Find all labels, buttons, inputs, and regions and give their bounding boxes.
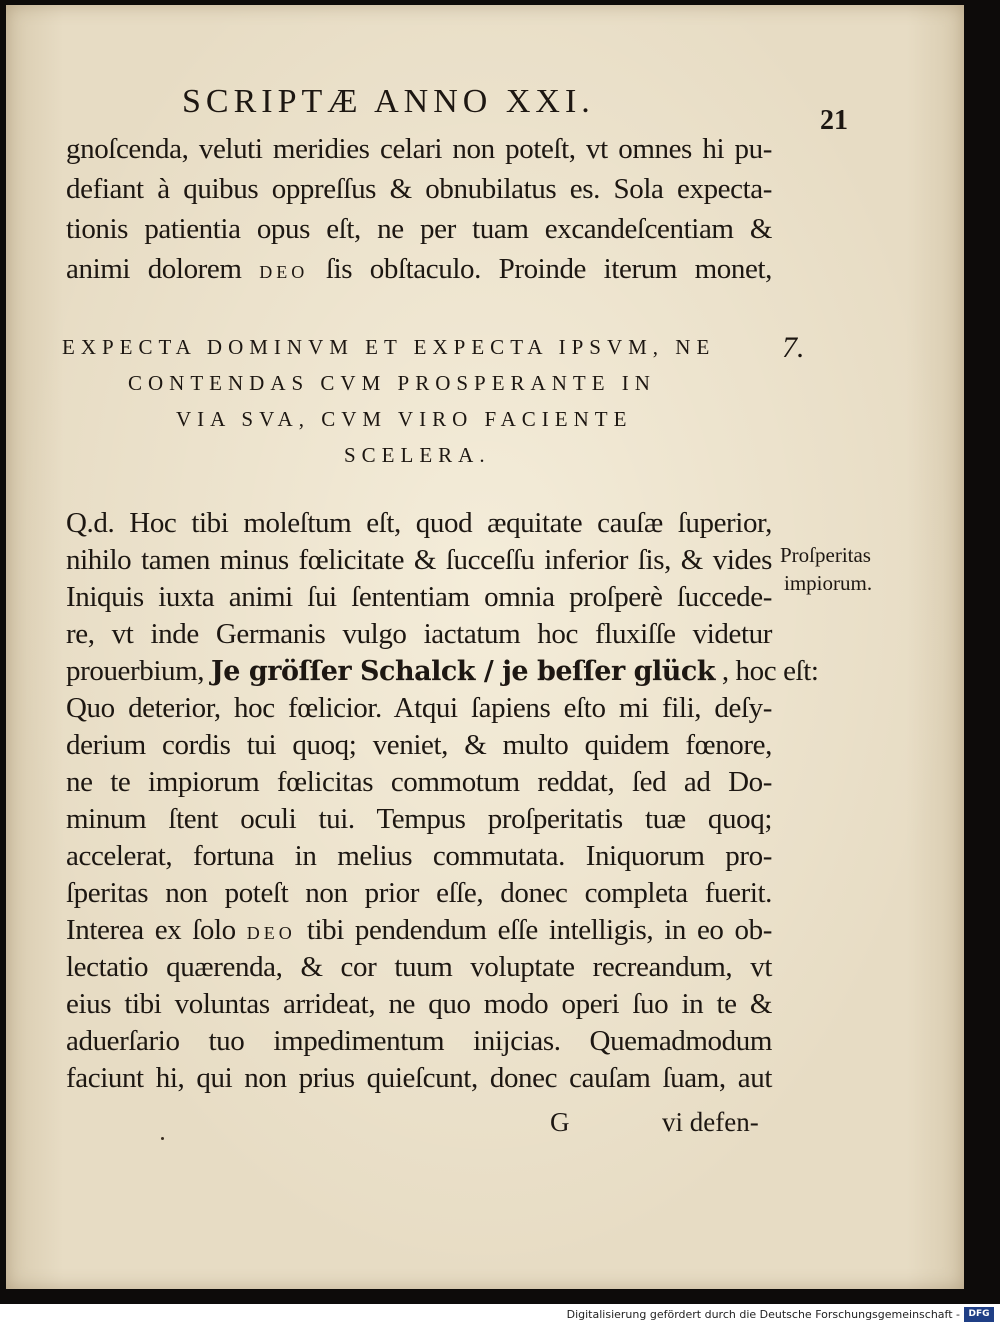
text-line <box>66 655 819 688</box>
text-line: nihilo tamen minus fœlicitate & ſucceſſu inferior ſis, & vides <box>66 544 772 576</box>
text-line: lectatio quærenda, & cor tuum voluptate recreandum, vt <box>66 951 772 983</box>
text-line: re, vt inde Germanis vulgo iactatum hoc fluxiſſe videtur <box>66 618 772 650</box>
text-line <box>66 253 772 286</box>
ink-speck <box>161 1137 164 1140</box>
text-segment: , hoc eſt: <box>721 655 819 687</box>
verse-line: EXPECTA DOMINVM ET EXPECTA IPSVM, NE <box>62 335 716 359</box>
text-line: accelerat, fortuna in melius commutata. Iniquorum pro- <box>66 840 772 872</box>
running-head: SCRIPTÆ ANNO XXI. <box>182 83 595 120</box>
verse-line: SCELERA. <box>344 443 491 467</box>
text-line: ne te impiorum fœlicitas commotum reddat, ſed ad Do- <box>66 766 772 798</box>
text-line: Iniquis iuxta animi ſui ſententiam omnia proſperè ſuccede- <box>66 581 772 613</box>
text-line: minum ſtent oculi tui. Tempus proſperitatis tuæ quoq; <box>66 803 772 835</box>
text-segment: Interea ex ſolo <box>66 914 236 946</box>
page-number: 21 <box>820 105 848 136</box>
text-line <box>66 914 772 947</box>
text-line: gnoſcenda, veluti meridies celari non poteſt, vt omnes hi pu- <box>66 133 772 165</box>
text-line: derium cordis tui quoq; veniet, & multo quidem fœnore, <box>66 729 772 761</box>
text-line: defiant à quibus oppreſſus & obnubilatus es. Sola expecta- <box>66 173 772 205</box>
catchword: vi defen- <box>662 1107 759 1137</box>
signature-mark: G <box>550 1107 570 1137</box>
text-segment: animi dolorem <box>66 253 242 285</box>
german-proverb: Je gröſſer Schalck / je beſſer glück <box>211 656 715 687</box>
text-line: Q.d. Hoc tibi moleſtum eſt, quod æquitate cauſæ ſuperior, <box>66 507 772 539</box>
text-line: ſperitas non poteſt non prior eſſe, donec completa fuerit. <box>66 877 772 909</box>
dfg-logo: DFG <box>964 1307 994 1322</box>
verse-line: VIA SVA, CVM VIRO FACIENTE <box>176 407 633 431</box>
deo-name: DEO <box>259 262 309 282</box>
text-line: faciunt hi, qui non prius quieſcunt, donec cauſam ſuam, aut <box>66 1062 772 1094</box>
footer-bar <box>0 1304 1000 1326</box>
margin-note-line: Proſperitas <box>780 543 871 567</box>
verse-number: 7. <box>782 331 805 364</box>
verse-line: CONTENDAS CVM PROSPERANTE IN <box>128 371 656 395</box>
text-line: tionis patientia opus eſt, ne per tuam excandeſcentiam & <box>66 213 772 245</box>
margin-note-line: impiorum. <box>784 571 873 595</box>
text-segment: prouerbium, <box>66 655 205 687</box>
deo-name: DEO <box>246 923 296 943</box>
text-line: eius tibi voluntas arrideat, ne quo modo operi ſuo in te & <box>66 988 772 1020</box>
text-segment: ſis obſtaculo. Proinde iterum monet, <box>325 253 772 285</box>
text-line: Quo deterior, hoc fœlicior. Atqui ſapiens eſto mi fili, deſy- <box>66 692 772 724</box>
book-page <box>6 5 964 1289</box>
funding-credit: Digitalisierung gefördert durch die Deutsche Forschungsgemeinschaft - <box>566 1308 960 1321</box>
text-line: aduerſario tuo impedimentum inijcias. Quemadmodum <box>66 1025 772 1057</box>
text-segment: tibi pendendum eſſe intelligis, in eo ob- <box>306 914 772 946</box>
